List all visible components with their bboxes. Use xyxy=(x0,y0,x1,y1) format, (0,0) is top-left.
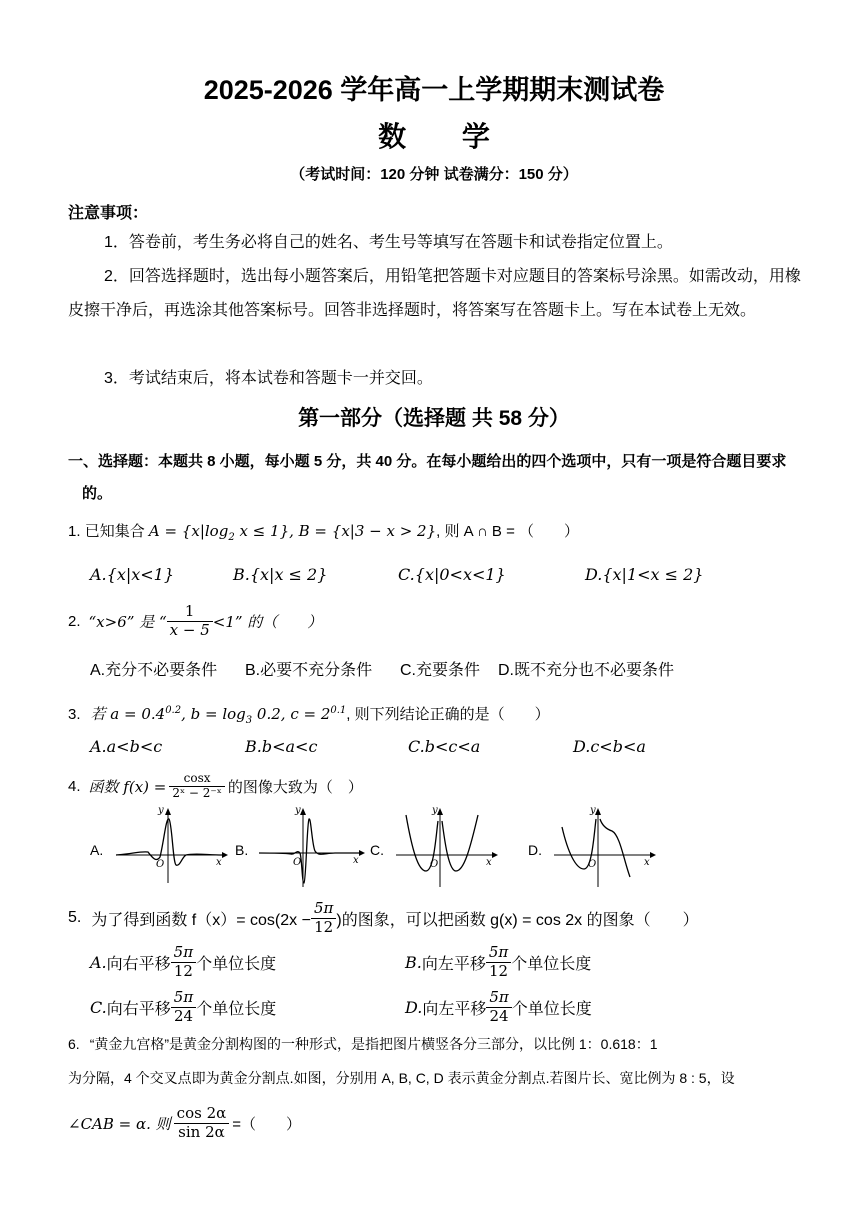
q6-pre3: ∠CAB = α. 则 xyxy=(68,1114,171,1133)
q3-b-base: 3 xyxy=(245,715,253,726)
q4-post: 的图像大致为（ ） xyxy=(227,778,363,796)
q3-number: 3. xyxy=(68,706,81,723)
q4-graph-b[interactable] xyxy=(255,805,365,887)
notes-heading: 注意事项： xyxy=(68,205,149,222)
q5-frac-num: 5π xyxy=(311,900,336,918)
q4-c-y-label: y xyxy=(432,805,438,816)
q4-frac-den: 2ˣ − 2⁻ˣ xyxy=(172,785,222,800)
q4-d-y-label: y xyxy=(590,805,596,816)
q5-c-label: C. xyxy=(90,997,107,1017)
q5-d-dir: 向左平移 xyxy=(422,1000,487,1018)
q5-pre: 为了得到函数 f（x）= cos(2x − xyxy=(91,911,311,929)
section-instructions xyxy=(68,446,808,510)
q4-graph-c[interactable] xyxy=(392,805,502,887)
q4-option-c-label[interactable]: C. xyxy=(370,842,384,858)
q1-number: 1. xyxy=(68,523,81,540)
q1-option-b[interactable]: B.{x|x ≤ 2} xyxy=(233,565,328,584)
q1-log-base: 2 xyxy=(228,532,235,543)
q6-text-1: “黄金九宫格”是黄金分割构图的一种形式，是指把图片横竖各分三部分，以比例 1：0.618：1 xyxy=(89,1036,658,1052)
q6-frac-den: sin 2α xyxy=(178,1122,225,1141)
q4-b-x-label: x xyxy=(353,855,359,866)
q5-option-d[interactable] xyxy=(405,985,592,1029)
q5-d-unit: 个单位长度 xyxy=(511,1000,592,1018)
q2-frac-num: 1 xyxy=(167,603,213,621)
q4-frac-num: cosx xyxy=(169,772,224,787)
q5-c-unit: 个单位长度 xyxy=(196,1000,277,1018)
q5-a-dir: 向右平移 xyxy=(106,955,171,973)
q4-a-origin: O xyxy=(156,859,165,870)
q5-c-dir: 向右平移 xyxy=(106,1000,171,1018)
q3-b: , b = log xyxy=(181,705,246,723)
q3-c: 0.2, c = 2 xyxy=(252,705,331,723)
q2-number: 2. xyxy=(68,612,81,630)
question-5 xyxy=(68,896,699,940)
exam-info: （考试时间：120 分钟 试卷满分：150 分） xyxy=(290,166,578,183)
q4-a-x-label: x xyxy=(216,857,222,868)
q5-b-bot: 12 xyxy=(489,961,509,980)
q3-option-b[interactable]: B.b<a<c xyxy=(245,737,318,756)
q5-number: 5. xyxy=(68,909,82,926)
q4-a-y-label: y xyxy=(158,805,164,816)
q4-graph-d[interactable] xyxy=(550,805,660,887)
q5-b-label: B. xyxy=(405,952,422,972)
q5-b-dir: 向左平移 xyxy=(421,955,486,973)
q3-option-c[interactable]: C.b<c<a xyxy=(408,737,481,756)
q4-number: 4. xyxy=(68,777,81,795)
q2-option-b[interactable]: B.必要不充分条件 xyxy=(245,662,373,679)
q3-a-exp: 0.2 xyxy=(165,705,182,716)
q4-c-x-label: x xyxy=(486,857,492,868)
q1-pre: 已知集合 xyxy=(84,523,145,540)
q2-option-c[interactable]: C.充要条件 xyxy=(400,662,481,679)
q1-set-b: x ≤ 1}, B = {x|3 − x > 2} xyxy=(234,522,437,540)
exam-title: 2025-2026 学年高一上学期期末测试卷 xyxy=(203,75,665,105)
question-6-line-2: 为分隔，4 个交叉点即为黄金分割点.如图，分别用 A, B, C, D 表示黄金分割点.若图片长、宽比例为 8 : 5，设 xyxy=(68,1070,735,1086)
question-3 xyxy=(68,703,550,726)
question-4 xyxy=(68,766,363,806)
q5-option-c[interactable] xyxy=(90,985,276,1029)
part1-heading: 第一部分（选择题 共 58 分） xyxy=(298,407,570,430)
q5-option-b[interactable] xyxy=(405,940,591,984)
q2-post: <1” 的（ ） xyxy=(212,612,323,631)
q4-c-origin: O xyxy=(430,859,439,870)
q4-graph-a[interactable] xyxy=(112,805,230,885)
q2-frac-den: x − 5 xyxy=(169,620,210,639)
note-item-1: 1．答卷前，考生务必将自己的姓名、考生号等填写在答题卡和试卷指定位置上。 xyxy=(104,234,673,251)
q5-c-frac xyxy=(171,989,196,1025)
q5-b-unit: 个单位长度 xyxy=(511,955,592,973)
q6-post3: =（ ） xyxy=(232,1115,302,1133)
q5-a-bot: 12 xyxy=(173,961,193,980)
q6-frac-num: cos 2α xyxy=(174,1105,230,1123)
q3-option-a[interactable]: A.a<b<c xyxy=(90,737,163,756)
q1-option-c[interactable]: C.{x|0<x<1} xyxy=(398,565,506,584)
question-1 xyxy=(68,520,579,543)
q5-d-label: D. xyxy=(405,997,423,1017)
section-text: 一、选择题：本题共 8 小题，每小题 5 分，共 40 分。在每小题给出的四个选项中，只有一项是符合题目要求的。 xyxy=(68,453,787,502)
note-item-3: 3．考试结束后，将本试卷和答题卡一并交回。 xyxy=(104,370,433,387)
q4-d-x-label: x xyxy=(644,857,650,868)
q4-b-origin: O xyxy=(293,857,302,868)
q5-d-top: 5π xyxy=(486,989,511,1007)
q1-set-a: A = {x|log xyxy=(148,522,229,540)
q5-frac-den: 12 xyxy=(314,917,334,936)
q2-option-d[interactable]: D.既不充分也不必要条件 xyxy=(498,662,675,679)
subject-title: 数 学 xyxy=(378,121,514,152)
q5-a-top: 5π xyxy=(171,944,196,962)
q1-option-a[interactable]: A.{x|x<1} xyxy=(90,565,175,584)
q5-post: )的图象，可以把函数 g(x) = cos 2x 的图象（ ） xyxy=(336,911,699,929)
q5-fraction xyxy=(311,900,336,936)
q5-option-a[interactable] xyxy=(90,940,276,984)
q5-b-top: 5π xyxy=(486,944,511,962)
q4-d-origin: O xyxy=(588,859,597,870)
q2-pre: “x>6” 是 “ xyxy=(88,612,167,631)
question-6-line-1 xyxy=(68,1034,658,1054)
note-item-2: 2．回答选择题时，选出每小题答案后，用铅笔把答题卡对应题目的答案标号涂黑。如需改动，用橡皮擦干净后，再选涂其他答案标号。回答非选择题时，将答案写在答题卡上。写在本试卷上无效。 xyxy=(68,268,801,319)
q5-c-bot: 24 xyxy=(173,1006,194,1025)
q5-c-top: 5π xyxy=(171,989,196,1007)
q2-option-a[interactable]: A.充分不必要条件 xyxy=(90,662,218,679)
q4-option-a-label[interactable]: A. xyxy=(90,842,104,858)
q5-a-unit: 个单位长度 xyxy=(196,955,277,973)
q4-option-b-label[interactable]: B. xyxy=(235,842,249,858)
q1-option-d[interactable]: D.{x|1<x ≤ 2} xyxy=(585,565,704,584)
q5-d-frac xyxy=(486,989,511,1025)
q4-fraction xyxy=(169,772,224,801)
q3-a: 若 a = 0.4 xyxy=(90,705,166,723)
q4-b-y-label: y xyxy=(295,805,301,816)
q3-option-d[interactable]: D.c<b<a xyxy=(573,737,646,756)
q5-b-frac xyxy=(486,944,511,980)
q3-post: , 则下列结论正确的是（ ） xyxy=(346,706,550,723)
question-2 xyxy=(68,601,322,641)
q6-number: 6. xyxy=(68,1036,80,1052)
q5-a-frac xyxy=(171,944,196,980)
q4-option-d-label[interactable]: D. xyxy=(528,842,542,858)
q5-d-bot: 24 xyxy=(489,1006,509,1025)
q5-a-label: A. xyxy=(90,952,107,972)
q3-c-exp: 0.1 xyxy=(330,705,347,716)
q2-fraction xyxy=(167,603,213,639)
q1-post: , 则 A ∩ B = （ ） xyxy=(436,523,580,540)
q4-pre: 函数 f(x) = xyxy=(88,777,167,796)
q6-fraction xyxy=(174,1105,230,1141)
question-6-line-3 xyxy=(68,1100,301,1146)
